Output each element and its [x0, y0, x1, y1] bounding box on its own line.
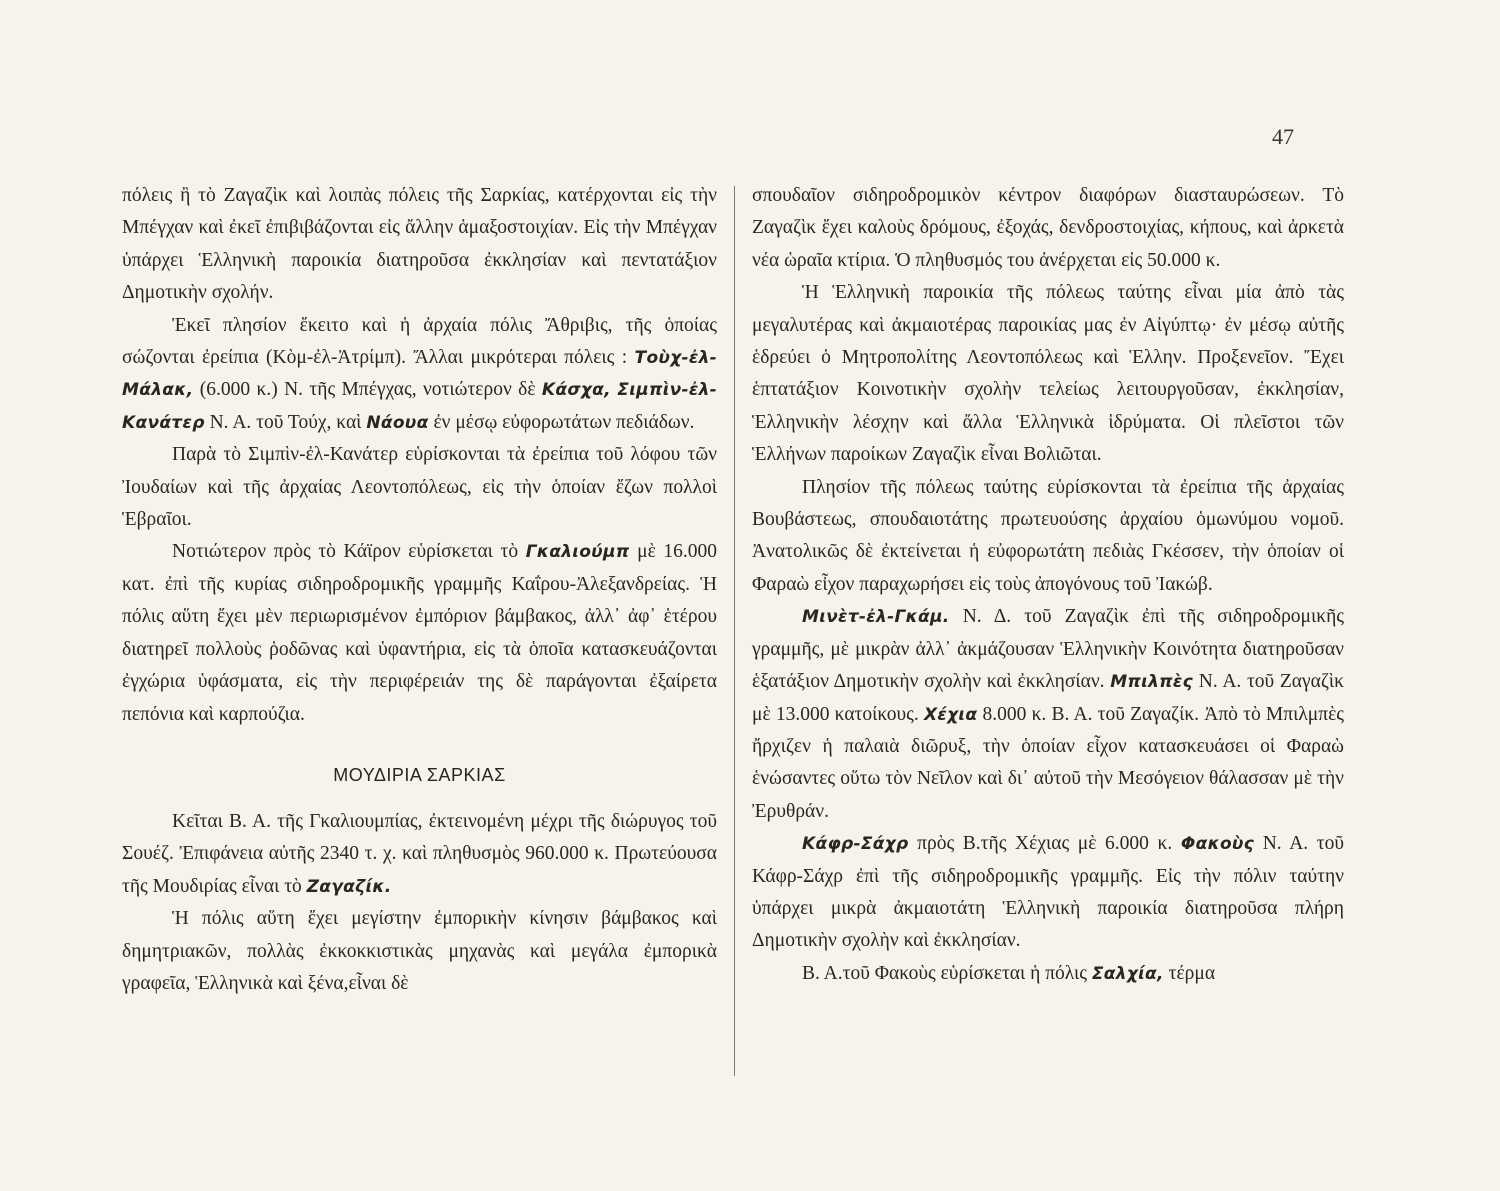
paragraph-text: 8.000 κ. Β. Α. τοῦ Ζαγαζίκ. Ἀπὸ τὸ Μπιλμπὲς ἤρχιζεν ἡ παλαιὰ διῶρυξ, τὴν ὁποίαν εἶχον κατασκευάσει οἱ Φαραὼ ἑνώσαντες οὕτω τὸν Νεῖλον καὶ δι᾽ αὐτοῦ τὴν Μεσόγειον θάλασσαν μὲ τὴν Ἐρυθράν. — [752, 703, 1345, 822]
paragraph-text: Ν. Α. τοῦ Κάφρ-Σάχρ ἐπὶ τῆς σιδηροδρομικῆς γραμμῆς. Εἰς τὴν πόλιν ταύτην ὑπάρχει μικρὰ ἀκμαιοτάτη Ἑλληνικὴ παροικία διατηροῦσα πλήρη Δημοτικὴν σχολὴν καὶ ἐκκλησίαν. — [752, 833, 1345, 952]
paragraph — [122, 310, 717, 440]
paragraph-text: ἐν μέσῳ εὐφορωτάτων πεδιάδων. — [433, 411, 695, 433]
column-divider — [734, 186, 735, 1076]
left-column — [122, 180, 717, 1000]
paragraph-text: Ν. Δ. τοῦ Ζαγαζὶκ ἐπὶ τῆς σιδηροδρομικῆς γραμμῆς, μὲ μικρὰν ἀλλ᾽ ἀκμάζουσαν Ἑλληνικὴν Κοινότητα διατηροῦσαν ἑξατάξιον Δημοτικὴν σχολὴν καὶ ἐκκλησίαν. — [752, 606, 1345, 693]
place-name: Γκαλιούμπ — [525, 542, 630, 563]
paragraph — [122, 439, 717, 536]
section-heading: ΜΟΥΔΙΡΙΑ ΣΑΡΚΙΑΣ — [333, 764, 506, 785]
paragraph — [122, 180, 717, 310]
paragraph-text: πρὸς Β.τῆς Χέχιας μὲ 6.000 κ. — [917, 833, 1173, 855]
paragraph — [752, 601, 1344, 828]
place-name: Μινὲτ-ἐλ-Γκάμ. — [802, 607, 950, 628]
paragraph-text: Ν. Α. τοῦ Ζαγαζὶκ μὲ 13.000 κατοίκους. — [752, 671, 1344, 725]
paragraph — [122, 806, 717, 903]
place-name: Κάφρ-Σάχρ — [802, 834, 909, 855]
paragraph — [752, 180, 1344, 277]
place-name: Χέχια — [923, 704, 978, 725]
place-name: Σιμπὶν-ἐλ-Κανάτερ — [122, 380, 718, 433]
place-name: Τοὺχ-ἐλ-Μάλακ, — [122, 348, 717, 401]
paragraph — [122, 903, 717, 1000]
place-name: Μπιλπὲς — [1110, 672, 1194, 693]
paragraph — [752, 828, 1344, 958]
place-name: Ζαγαζίκ. — [306, 876, 392, 897]
place-name: Σαλχία, — [1091, 963, 1164, 984]
paragraph-text: Παρὰ τὸ Σιμπὶν-ἐλ-Κανάτερ εὑρίσκονται τὰ ἐρείπια τοῦ λόφου τῶν Ἰουδαίων καὶ τῆς ἀρχαίας Λεοντοπόλεως, εἰς τὴν ὁποίαν ἔζων πολλοὶ Ἑβραῖοι. — [122, 444, 717, 531]
page-number: 47 — [1272, 124, 1294, 149]
paragraph — [752, 472, 1344, 602]
paragraph-text: Β. Α.τοῦ Φακοὺς εὑρίσκεται ἡ πόλις — [802, 962, 1087, 984]
paragraph-text: (6.000 κ.) Ν. τῆς Μπέγχας, νοτιώτερον δὲ — [199, 379, 536, 401]
paragraph-text: Ἐκεῖ πλησίον ἔκειτο καὶ ἡ ἀρχαία πόλις Ἄθριβις, τῆς ὁποίας σώζονται ἐρείπια (Κὸμ-ἐλ-Ἀτρίμπ). Ἄλλαι μικρότεραι πόλεις : — [122, 314, 717, 369]
paragraph-text: τέρμα — [1168, 962, 1216, 984]
paragraph-text: Νοτιώτερον πρὸς τὸ Κάϊρον εὑρίσκεται τὸ — [172, 541, 519, 563]
paragraph-text: πόλεις ἢ τὸ Ζαγαζὶκ καὶ λοιπὰς πόλεις τῆς Σαρκίας, κατέρχονται εἰς τὴν Μπέγχαν καὶ ἐκεῖ ἐπιβιβάζονται εἰς ἄλλην ἁμαξοστοιχίαν. Εἰς τὴν Μπέγχαν ὑπάρχει Ἑλληνικὴ παροικία διατηροῦσα ἐκκλησίαν καὶ πεντατάξιον Δημοτικὴν σχολήν. — [122, 185, 717, 304]
paragraph — [752, 277, 1344, 471]
paragraph — [752, 958, 1344, 990]
place-name: Φακοὺς — [1180, 834, 1255, 855]
paragraph-text: μὲ 16.000 κατ. ἐπὶ τῆς κυρίας σιδηροδρομικῆς γραμμῆς Καΐρου-Ἀλεξανδρείας. Ἡ πόλις αὕτη ἔχει μὲν περιωρισμένον ἐμπόριον βάμβακος, ἀλλ᾽ ἀφ᾽ ἑτέρου διατηρεῖ πολλοὺς ῥοδῶνας καὶ ὑφαντήρια, εἰς τὰ ὁποῖα κατασκευάζονται ἐγχώρια ὑφάσματα, εἰς τὴν περιφέρειάν της δὲ παράγονται ἐξαίρετα πεπόνια καὶ καρπούζια. — [122, 541, 718, 725]
paragraph-text: Ν. Α. τοῦ Τούχ, καὶ — [209, 411, 362, 433]
paragraph-text: Πλησίον τῆς πόλεως ταύτης εὑρίσκονται τὰ ἐρείπια τῆς ἀρχαίας Βουβάστεως, σπουδαιοτάτης πρωτευούσης ἀρχαίου ὁμωνύμου νομοῦ. Ἀνατολικῶς δὲ ἐκτείνεται ἡ εὐφορωτάτη πεδιὰς Γκέσσεν, τὴν ὁποίαν οἱ Φαραὼ εἶχον παραχωρήσει εἰς τοὺς ἀπογόνους τοῦ Ἰακώβ. — [752, 476, 1344, 595]
paragraph-text: Κεῖται Β. Α. τῆς Γκαλιουμπίας, ἐκτεινομένη μέχρι τῆς διώρυγος τοῦ Σουέζ. Ἐπιφάνεια αὐτῆς 2340 τ. χ. καὶ πληθυσμὸς 960.000 κ. Πρωτεύουσα τῆς Μουδιρίας εἶναι τὸ — [122, 810, 717, 897]
paragraph-text: Ἡ πόλις αὕτη ἔχει μεγίστην ἐμπορικὴν κίνησιν βάμβακος καὶ δημητριακῶν, πολλὰς ἐκκοκκιστικὰς μηχανὰς καὶ μεγάλα ἐμπορικὰ γραφεῖα, Ἑλληνικὰ καὶ ξένα,εἶναι δὲ — [122, 908, 717, 994]
right-column — [752, 180, 1344, 990]
paragraph — [122, 536, 717, 730]
place-name: Κάσχα, — [541, 380, 611, 401]
paragraph-text: Ἡ Ἑλληνικὴ παροικία τῆς πόλεως ταύτης εἶναι μία ἀπὸ τὰς μεγαλυτέρας καὶ ἀκμαιοτέρας παροικίας μας ἐν Αἰγύπτῳ· ἐν μέσῳ αὐτῆς ἑδρεύει ὁ Μητροπολίτης Λεοντοπόλεως καὶ Ἑλλην. Προξενεῖον. Ἔχει ἑπτατάξιον Κοινοτικὴν σχολὴν τελείως λειτουργοῦσαν, ἐκκλησίαν, Ἑλληνικὴν λέσχην καὶ ἄλλα Ἑλληνικὰ ἱδρύματα. Οἱ πλεῖστοι τῶν Ἑλλήνων παροίκων Ζαγαζὶκ εἶναι Βολιῶται. — [752, 282, 1344, 466]
place-name: Νάουα — [366, 412, 429, 433]
paragraph-text: σπουδαῖον σιδηροδρομικὸν κέντρον διαφόρων διασταυρώσεων. Τὸ Ζαγαζὶκ ἔχει καλοὺς δρόμους, ἐξοχάς, δενδροστοιχίας, κήπους, καὶ ἀρκετὰ νέα ὡραῖα κτίρια. Ὁ πληθυσμός του ἀνέρχεται εἰς 50.000 κ. — [752, 185, 1344, 271]
